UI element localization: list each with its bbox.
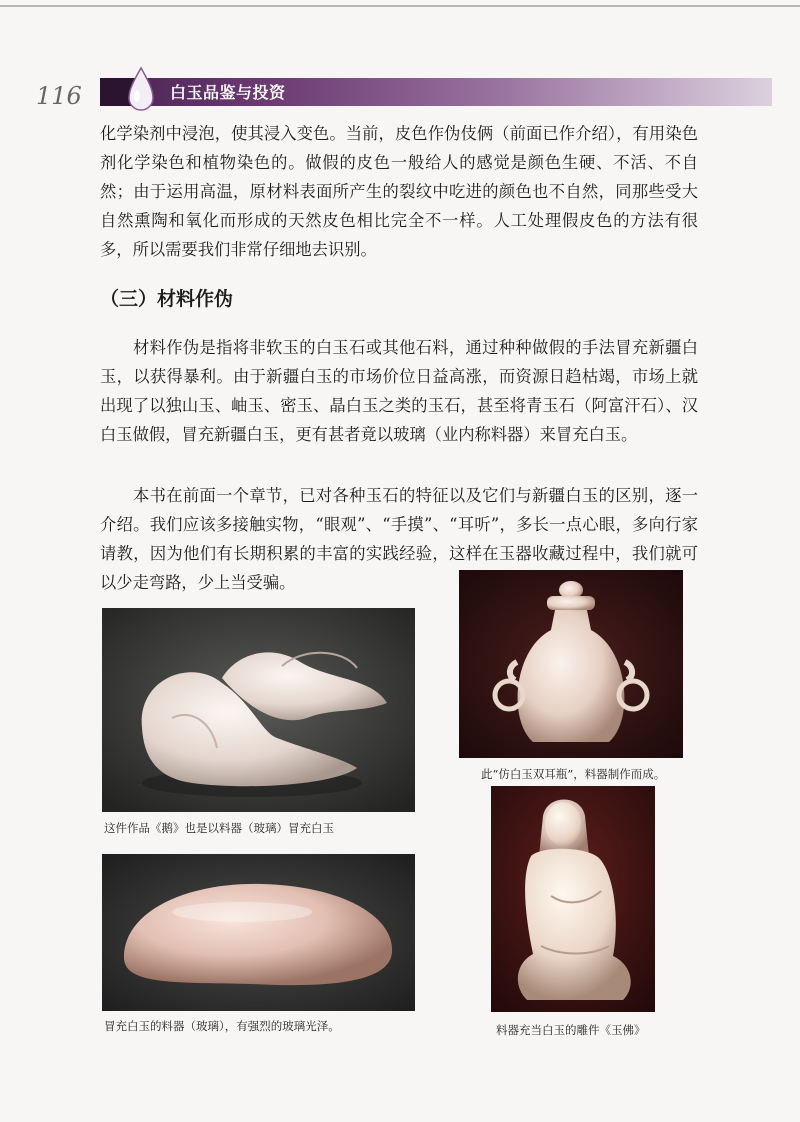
jade-drop-icon — [125, 66, 157, 112]
book-title: 白玉品鉴与投资 — [170, 83, 286, 102]
photo-jade-buddha — [491, 786, 655, 1012]
paragraph-3: 本书在前面一个章节，已对各种玉石的特征以及它们与新疆白玉的区别，逐一介绍。我们应该多接触实物，“眼观”、“手摸”、“耳听”，多长一点心眼，多向行家请教，因为他们有长期积累的丰富的实践经验，这样在玉器收藏过程中，我们就可以少走弯路，少上当受骗。 — [100, 486, 698, 592]
caption-vase: 此“仿白玉双耳瓶”，料器制作而成。 — [481, 767, 666, 781]
caption-pebble: 冒充白玉的料器（玻璃），有强烈的玻璃光泽。 — [104, 1019, 340, 1033]
top-rule — [0, 5, 800, 7]
paragraph-2: 材料作伪是指将非软玉的白玉石或其他石料，通过种种做假的手法冒充新疆白玉，以获得暴利。由于新疆白玉的市场价位日益高涨，而资源日趋枯竭，市场上就出现了以独山玉、岫玉、密玉、晶白玉之类的玉石，甚至将青玉石（阿富汗石）、汉白玉做假，冒充新疆白玉，更有甚者竟以玻璃（业内称料器）来冒充白玉。 — [100, 338, 698, 444]
section-heading: （三）材料作伪 — [100, 288, 234, 310]
caption-goose: 这件作品《鹅》也是以料器（玻璃）冒充白玉 — [104, 821, 334, 835]
page-number: 116 — [36, 82, 82, 110]
photo-jade-vase — [459, 570, 683, 758]
caption-buddha: 料器充当白玉的雕件《玉佛》 — [496, 1023, 646, 1037]
photo-jade-goose — [102, 608, 415, 812]
photo-glass-pebble — [102, 854, 415, 1011]
paragraph-1: 化学染剂中浸泡，使其浸入变色。当前，皮色作伪伎俩（前面已作介绍），有用染色剂化学染色和植物染色的。做假的皮色一般给人的感觉是颜色生硬、不活、不自然；由于运用高温，原材料表面所产生的裂纹中吃进的颜色也不自然，同那些受大自然熏陶和氧化而形成的天然皮色相比完全不一样。人工处理假皮色的方法有很多，所以需要我们非常仔细地去识别。 — [100, 124, 698, 259]
